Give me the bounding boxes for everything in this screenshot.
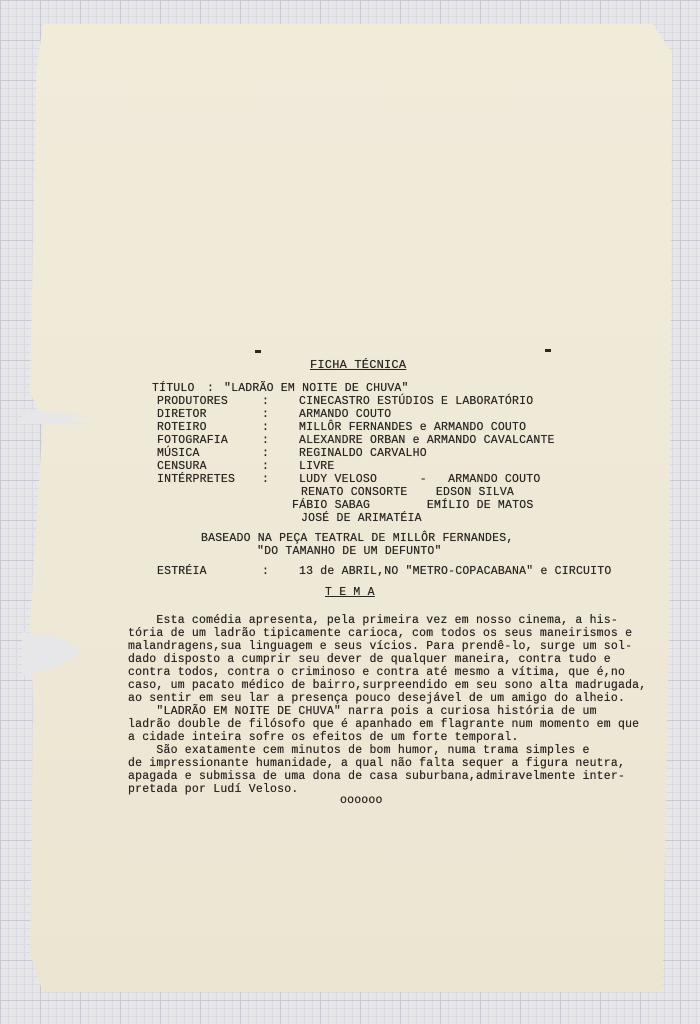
credit-sep: : bbox=[207, 382, 215, 395]
credit-sep: : bbox=[262, 408, 270, 421]
typed-mark bbox=[255, 350, 261, 353]
credit-value-produtores: CINECASTRO ESTÚDIOS E LABORATÓRIO bbox=[299, 395, 534, 408]
credit-label-censura: CENSURA bbox=[157, 460, 207, 473]
credit-label-titulo: TÍTULO bbox=[152, 382, 195, 395]
credit-label-diretor: DIRETOR bbox=[157, 408, 207, 421]
body-line: tória de um ladrão tipicamente carioca, com todos os seus maneirismos e bbox=[128, 627, 633, 640]
body-line: Esta comédia apresenta, pela primeira vez em nosso cinema, a his- bbox=[128, 614, 618, 627]
premiere-sep: : bbox=[262, 565, 270, 578]
credit-sep: : bbox=[262, 473, 270, 486]
credit-label-roteiro: ROTEIRO bbox=[157, 421, 207, 434]
credit-sep: : bbox=[262, 434, 270, 447]
cast-line: JOSÉ DE ARIMATÉIA bbox=[301, 512, 422, 525]
based-on-line-1: BASEADO NA PEÇA TEATRAL DE MILLÔR FERNANDES, bbox=[201, 532, 514, 545]
credit-value-censura: LIVRE bbox=[299, 460, 335, 473]
body-line: a cidade inteira sofre os efeitos de um forte temporal. bbox=[128, 731, 519, 744]
body-line: pretada por Ludí Veloso. bbox=[128, 783, 299, 796]
body-line: malandragens,sua linguagem e seus vícios. Para prendê-lo, surge um sol- bbox=[128, 640, 633, 653]
credit-value-musica: REGINALDO CARVALHO bbox=[299, 447, 427, 460]
body-line: apagada e submissa de uma dona de casa suburbana,admiravelmente inter- bbox=[128, 770, 626, 783]
typed-mark bbox=[545, 349, 551, 352]
based-on-line-2: "DO TAMANHO DE UM DEFUNTO" bbox=[257, 545, 442, 558]
body-line: caso, um pacato médico de bairro,surpreendido em seu sono alta madrugada, bbox=[128, 679, 647, 692]
tema-heading: T E M A bbox=[325, 586, 375, 599]
credit-value-fotografia: ALEXANDRE ORBAN e ARMANDO CAVALCANTE bbox=[299, 434, 555, 447]
cast-line: FÁBIO SABAG EMÍLIO DE MATOS bbox=[292, 499, 534, 512]
credit-label-interpretes: INTÉRPRETES bbox=[157, 473, 236, 486]
body-line: ao sentir em seu lar a presença pouco desejável de um amigo do alheio. bbox=[128, 692, 626, 705]
credit-value-titulo: "LADRÃO EM NOITE DE CHUVA" bbox=[224, 382, 409, 395]
ficha-tecnica-heading: FICHA TÉCNICA bbox=[310, 358, 407, 372]
body-line: São exatamente cem minutos de bom humor, numa trama simples e bbox=[128, 744, 590, 757]
body-line: ladrão double de filósofo que é apanhado em flagrante num momento em que bbox=[128, 718, 640, 731]
body-line: contra todos, contra o criminoso e contra até mesmo a vítima, que é,no bbox=[128, 666, 626, 679]
credit-label-musica: MÚSICA bbox=[157, 447, 200, 460]
credit-label-produtores: PRODUTORES bbox=[157, 395, 229, 408]
credit-sep: : bbox=[262, 421, 270, 434]
body-line: dado disposto a cumprir seu dever de qualquer maneira, contra tudo e bbox=[128, 653, 611, 666]
body-line: de impressionante humanidade, a qual não falta sequer a figura neutra, bbox=[128, 757, 626, 770]
credit-sep: : bbox=[262, 395, 270, 408]
credit-value-roteiro: MILLÔR FERNANDES e ARMANDO COUTO bbox=[299, 421, 527, 434]
premiere-label: ESTRÉIA bbox=[157, 565, 207, 578]
credit-value-interpretes: LUDY VELOSO - ARMANDO COUTO bbox=[299, 473, 541, 486]
body-line: "LADRÃO EM NOITE DE CHUVA" narra pois a curiosa história de um bbox=[128, 705, 597, 718]
cast-line: RENATO CONSORTE EDSON SILVA bbox=[301, 486, 515, 499]
credit-sep: : bbox=[262, 460, 270, 473]
closing-mark: oooooo bbox=[340, 794, 383, 807]
premiere-value: 13 de ABRIL,NO "METRO-COPACABANA" e CIRCUITO bbox=[299, 565, 612, 578]
credit-value-diretor: ARMANDO COUTO bbox=[299, 408, 392, 421]
credit-label-fotografia: FOTOGRAFIA bbox=[157, 434, 229, 447]
credit-sep: : bbox=[262, 447, 270, 460]
